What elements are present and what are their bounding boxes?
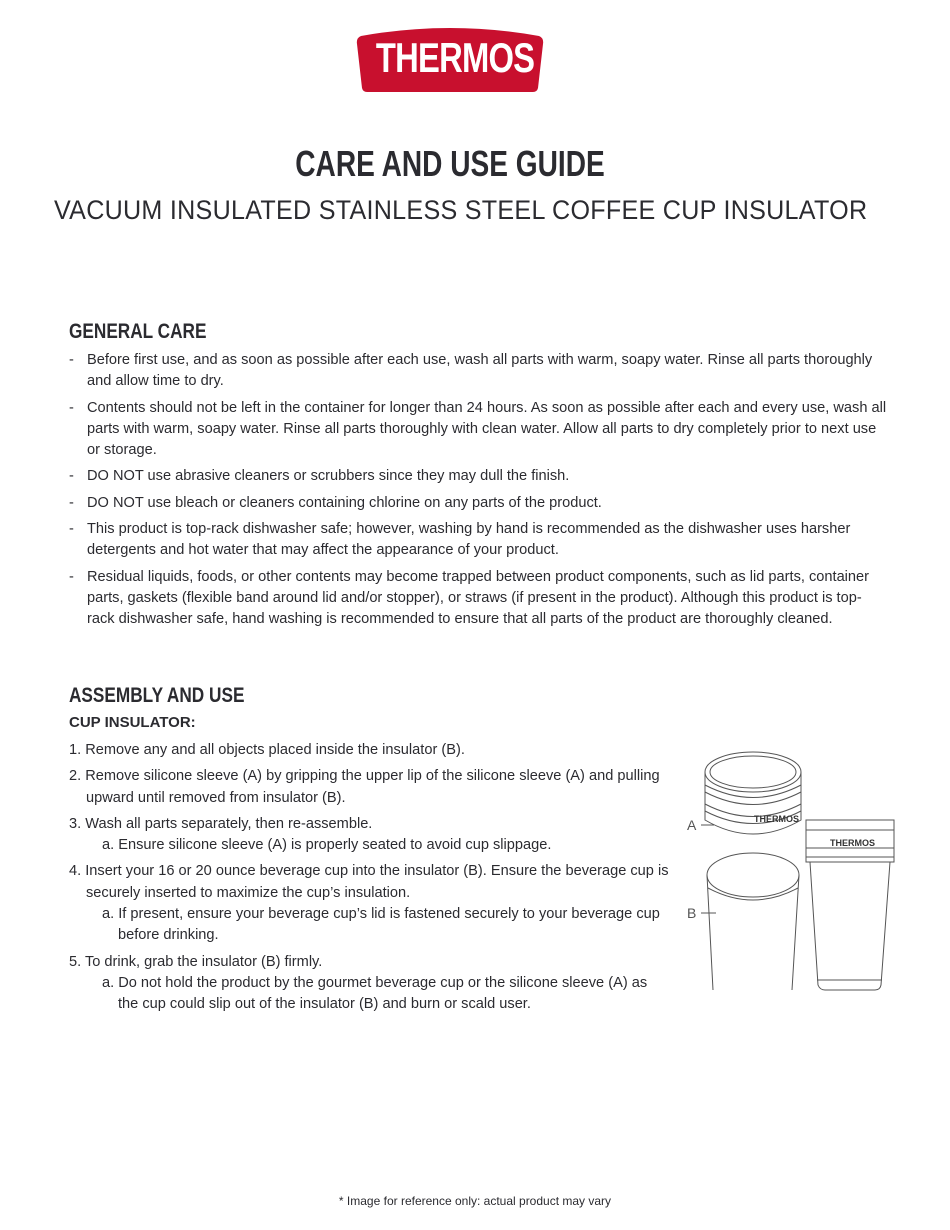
bullet-dash: -: [69, 352, 74, 368]
label-b: B: [687, 905, 697, 921]
step-subitem: a. If present, ensure your beverage cup’s lid is fastened securely to your beverage cup before drinking.: [102, 906, 660, 944]
step-item: [69, 740, 669, 761]
list-item: [69, 519, 889, 562]
general-care-heading: GENERAL CARE: [69, 320, 207, 343]
assembly-heading: ASSEMBLY AND USE: [69, 684, 245, 707]
list-item: [69, 493, 889, 514]
bullet-dash: -: [69, 399, 74, 416]
step-item: [69, 814, 669, 857]
list-item: [69, 350, 889, 393]
svg-text:THERMOS: THERMOS: [754, 814, 799, 824]
bullet-dash: -: [69, 521, 74, 538]
list-item-text: DO NOT use bleach or cleaners containing chlorine on any parts of the product.: [87, 494, 602, 511]
footer-note: * Image for reference only: actual product may vary: [338, 1194, 612, 1208]
list-item: [69, 567, 889, 631]
product-illustration: [680, 740, 910, 1000]
step-text: 3. Wash all parts separately, then re-assemble.: [69, 815, 373, 832]
silicone-sleeve-a: [705, 752, 801, 834]
step-subitem: a. Ensure silicone sleeve (A) is properly seated to avoid cup slippage.: [102, 837, 552, 854]
list-item-text: Contents should not be left in the container for longer than 24 hours. As soon as possible after each and every use, wash all parts with warm, soapy water. Rinse all parts thoroughly with clean water. Allow all parts to dry completely prior to next use or storage.: [87, 399, 887, 459]
bullet-dash: -: [69, 468, 74, 485]
page-subtitle: VACUUM INSULATED STAINLESS STEEL COFFEE CUP INSULATOR: [54, 195, 868, 225]
list-item-text: Residual liquids, foods, or other contents may become trapped between product components, such as lid parts, container parts, gaskets (flexible band around lid and/or stopper), or straws (if present in the product). Although this product is top-rack dishwasher safe, hand washing is recommended to ensure that all parts of the product are thoroughly cleaned.: [87, 568, 870, 628]
assembled-cup: [806, 820, 894, 990]
list-item: [69, 466, 889, 487]
step-subitem: a. Do not hold the product by the gourmet beverage cup or the silicone sleeve (A) as the cup could slip out of the insulator (B) and burn or scald user.: [102, 974, 648, 1013]
page-title: CARE AND USE GUIDE: [295, 143, 605, 184]
step-text: 2. Remove silicone sleeve (A) by gripping the upper lip of the silicone sleeve (A) and pulling upward until removed from insulator (B).: [69, 768, 660, 806]
bullet-dash: -: [69, 568, 74, 585]
bullet-dash: -: [69, 494, 74, 511]
label-a: A: [687, 817, 697, 833]
step-item: [69, 766, 669, 809]
list-item-text: Before first use, and as soon as possible after each use, wash all parts with warm, soapy water. Rinse all parts thoroughly and allow time to dry.: [87, 352, 873, 390]
list-item-text: DO NOT use abrasive cleaners or scrubbers since they may dull the finish.: [87, 468, 570, 485]
step-text: 1. Remove any and all objects placed inside the insulator (B).: [69, 742, 465, 758]
step-text: 5. To drink, grab the insulator (B) firmly.: [69, 953, 323, 970]
list-item-text: This product is top-rack dishwasher safe; however, washing by hand is recommended as the dishwasher uses harsher detergents and hot water that may affect the appearance of your product.: [87, 521, 851, 559]
list-item: [69, 398, 889, 462]
svg-text:THERMOS: THERMOS: [830, 838, 875, 848]
insulator-b: [707, 853, 799, 990]
step-item: [69, 952, 669, 1016]
logo-text: THERMOS: [375, 34, 535, 81]
step-text: 4. Insert your 16 or 20 ounce beverage cup into the insulator (B). Ensure the beverage cup is securely inserted to maximize the cup’s insulation.: [69, 863, 669, 901]
assembly-steps: [69, 740, 669, 1021]
cup-insulator-subheading: CUP INSULATOR:: [69, 714, 196, 731]
step-item: [69, 861, 669, 946]
general-care-list: [69, 350, 889, 636]
